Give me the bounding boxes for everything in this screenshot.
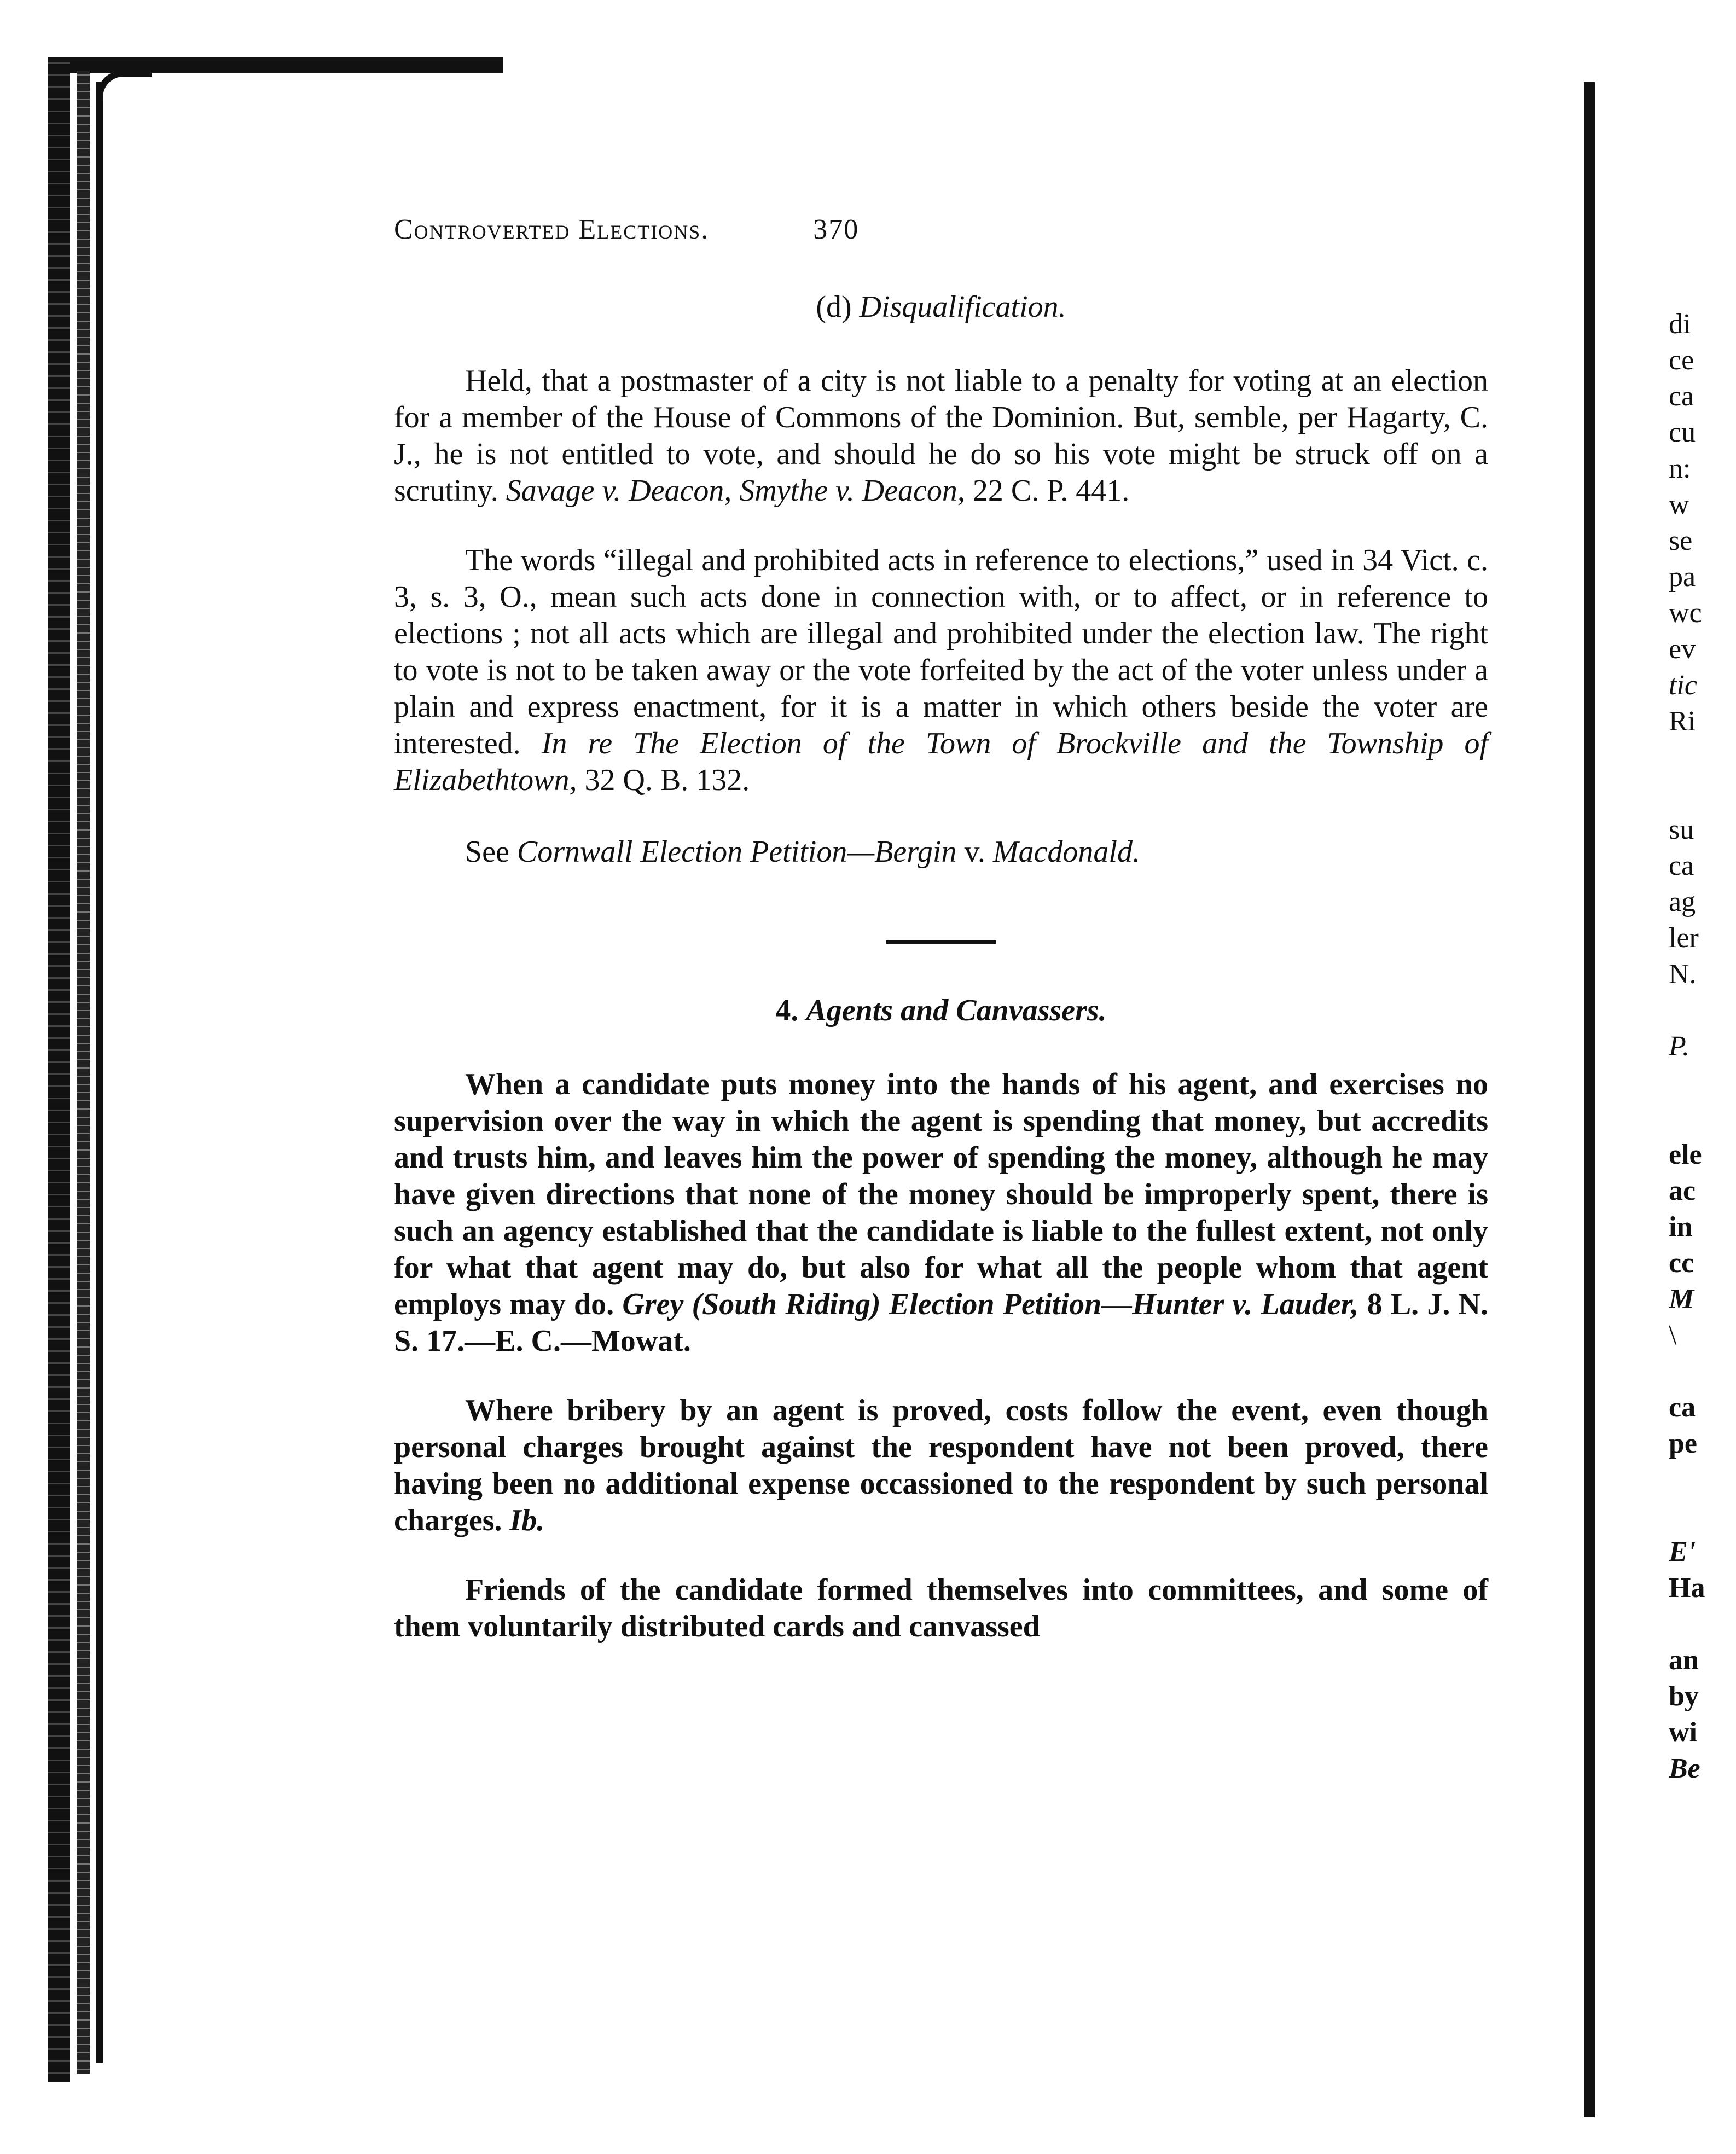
margin-fragment: M	[1669, 1284, 1694, 1315]
section-heading-agents	[394, 993, 1488, 1028]
margin-fragment: ca	[1669, 381, 1694, 412]
margin-fragment: ele	[1669, 1139, 1702, 1170]
case-citation: Grey (South Riding) Election Petition—Hunter v. Lauder,	[622, 1287, 1359, 1321]
margin-fragment: Ha	[1669, 1572, 1705, 1604]
binding-edge-left-inner	[77, 71, 90, 2074]
paragraph	[394, 542, 1488, 799]
margin-fragment: ca	[1669, 1392, 1696, 1423]
citation-reference: 22 C. P. 441.	[965, 474, 1130, 508]
paragraph-text: The words “illegal and prohibited acts in reference to elections,” used in 34 Vict. c. 3, s. 3, O., mean such acts done in connection with, or to affect, or in reference to elections ; not all acts which are illegal and prohibited under the election law. The right to vote is not to be taken away or the vote forfeited by the act of the voter unless under a plain and express enactment, for it is a matter in which others beside the voter are interested.	[394, 543, 1488, 760]
margin-fragment: P.	[1669, 1031, 1690, 1062]
gutter-rule	[1584, 82, 1595, 2117]
margin-fragment: E'	[1669, 1536, 1696, 1567]
page-content	[394, 213, 1488, 1676]
margin-fragment: wc	[1669, 597, 1702, 629]
paragraph	[394, 1572, 1488, 1645]
margin-fragment: tic	[1669, 670, 1697, 701]
citation-reference: 8 L. J. N. S. 17.—E. C.—Mowat.	[394, 1287, 1488, 1358]
heading-prefix: (d)	[816, 290, 852, 324]
paragraph	[394, 1066, 1488, 1360]
margin-fragment: by	[1669, 1681, 1699, 1712]
margin-fragment: cc	[1669, 1247, 1694, 1279]
margin-fragment: ag	[1669, 886, 1696, 918]
binding-edge-left	[48, 57, 70, 2082]
section-divider	[886, 940, 996, 944]
margin-fragment: ca	[1669, 850, 1694, 881]
see-citation: Cornwall Election Petition—Bergin	[516, 835, 957, 869]
paragraph	[394, 363, 1488, 509]
binding-edge-curve	[96, 70, 152, 98]
margin-fragment: ler	[1669, 922, 1699, 954]
case-citation: Ib.	[509, 1503, 545, 1537]
paragraph-text: Friends of the candidate formed themselves into committees, and some of them voluntarily distributed cards and canvassed	[394, 1573, 1488, 1644]
margin-fragment: wi	[1669, 1717, 1697, 1748]
running-header	[394, 213, 1488, 246]
heading-text: Disqualification.	[859, 290, 1066, 324]
facing-page-fragments	[1669, 306, 1736, 1787]
margin-fragment: pe	[1669, 1428, 1697, 1459]
binding-edge-left-rule	[96, 82, 103, 2063]
citation-reference: 32 Q. B. 132.	[577, 763, 750, 797]
margin-fragment: se	[1669, 525, 1693, 556]
case-citation: Savage v. Deacon, Smythe v. Deacon,	[506, 474, 965, 508]
margin-fragment: di	[1669, 309, 1691, 340]
page-number: 370	[813, 214, 860, 245]
margin-fragment: pa	[1669, 561, 1696, 593]
see-party: Macdonald.	[992, 835, 1140, 869]
margin-fragment: Be	[1669, 1753, 1700, 1784]
margin-fragment: su	[1669, 814, 1694, 845]
margin-fragment: an	[1669, 1645, 1699, 1676]
margin-fragment: Ri	[1669, 706, 1696, 737]
paragraph-text: Held, that a postmaster of a city is not liable to a penalty for voting at an election for a member of the House of Commons of the Dominion. But, semble, per Hagarty, C. J., he is not entitled to vote, and should he do so his vote might be struck off on a scrutiny.	[394, 364, 1488, 508]
see-prefix: See	[465, 835, 517, 869]
margin-fragment: \	[1669, 1320, 1677, 1351]
see-versus: v.	[956, 835, 993, 869]
margin-fragment: N.	[1669, 959, 1697, 990]
margin-fragment: in	[1669, 1211, 1693, 1243]
section-number: 4.	[775, 994, 799, 1027]
paragraph-text: Where bribery by an agent is proved, costs follow the event, even though personal charges brought against the respondent have not been proved, there having been no additional expense occassioned to the respondent by such personal charges.	[394, 1394, 1488, 1537]
section-title: Agents and Canvassers.	[806, 994, 1107, 1027]
margin-fragment: n:	[1669, 453, 1691, 484]
margin-fragment: ev	[1669, 634, 1696, 665]
paragraph	[394, 1392, 1488, 1539]
margin-fragment: cu	[1669, 417, 1696, 448]
header-title: Controverted Elections.	[394, 214, 710, 245]
see-also-reference	[394, 834, 1488, 869]
margin-fragment: w	[1669, 489, 1689, 520]
margin-fragment: ce	[1669, 345, 1694, 376]
case-citation: In re The Election of the Town of Brockville and the Township of Elizabethtown,	[394, 727, 1489, 797]
section-heading-disqualification	[394, 289, 1488, 324]
paragraph-text: When a candidate puts money into the hands of his agent, and exercises no supervision over the way in which the agent is spending that money, but accredits and trusts him, and leaves him the power of spending the money, although he may have given directions that none of the money should be improperly spent, there is such an agency established that the candidate is liable to the fullest extent, not only for what that agent may do, but also for what all the people whom that agent employs may do.	[394, 1067, 1488, 1321]
margin-fragment: ac	[1669, 1175, 1696, 1206]
